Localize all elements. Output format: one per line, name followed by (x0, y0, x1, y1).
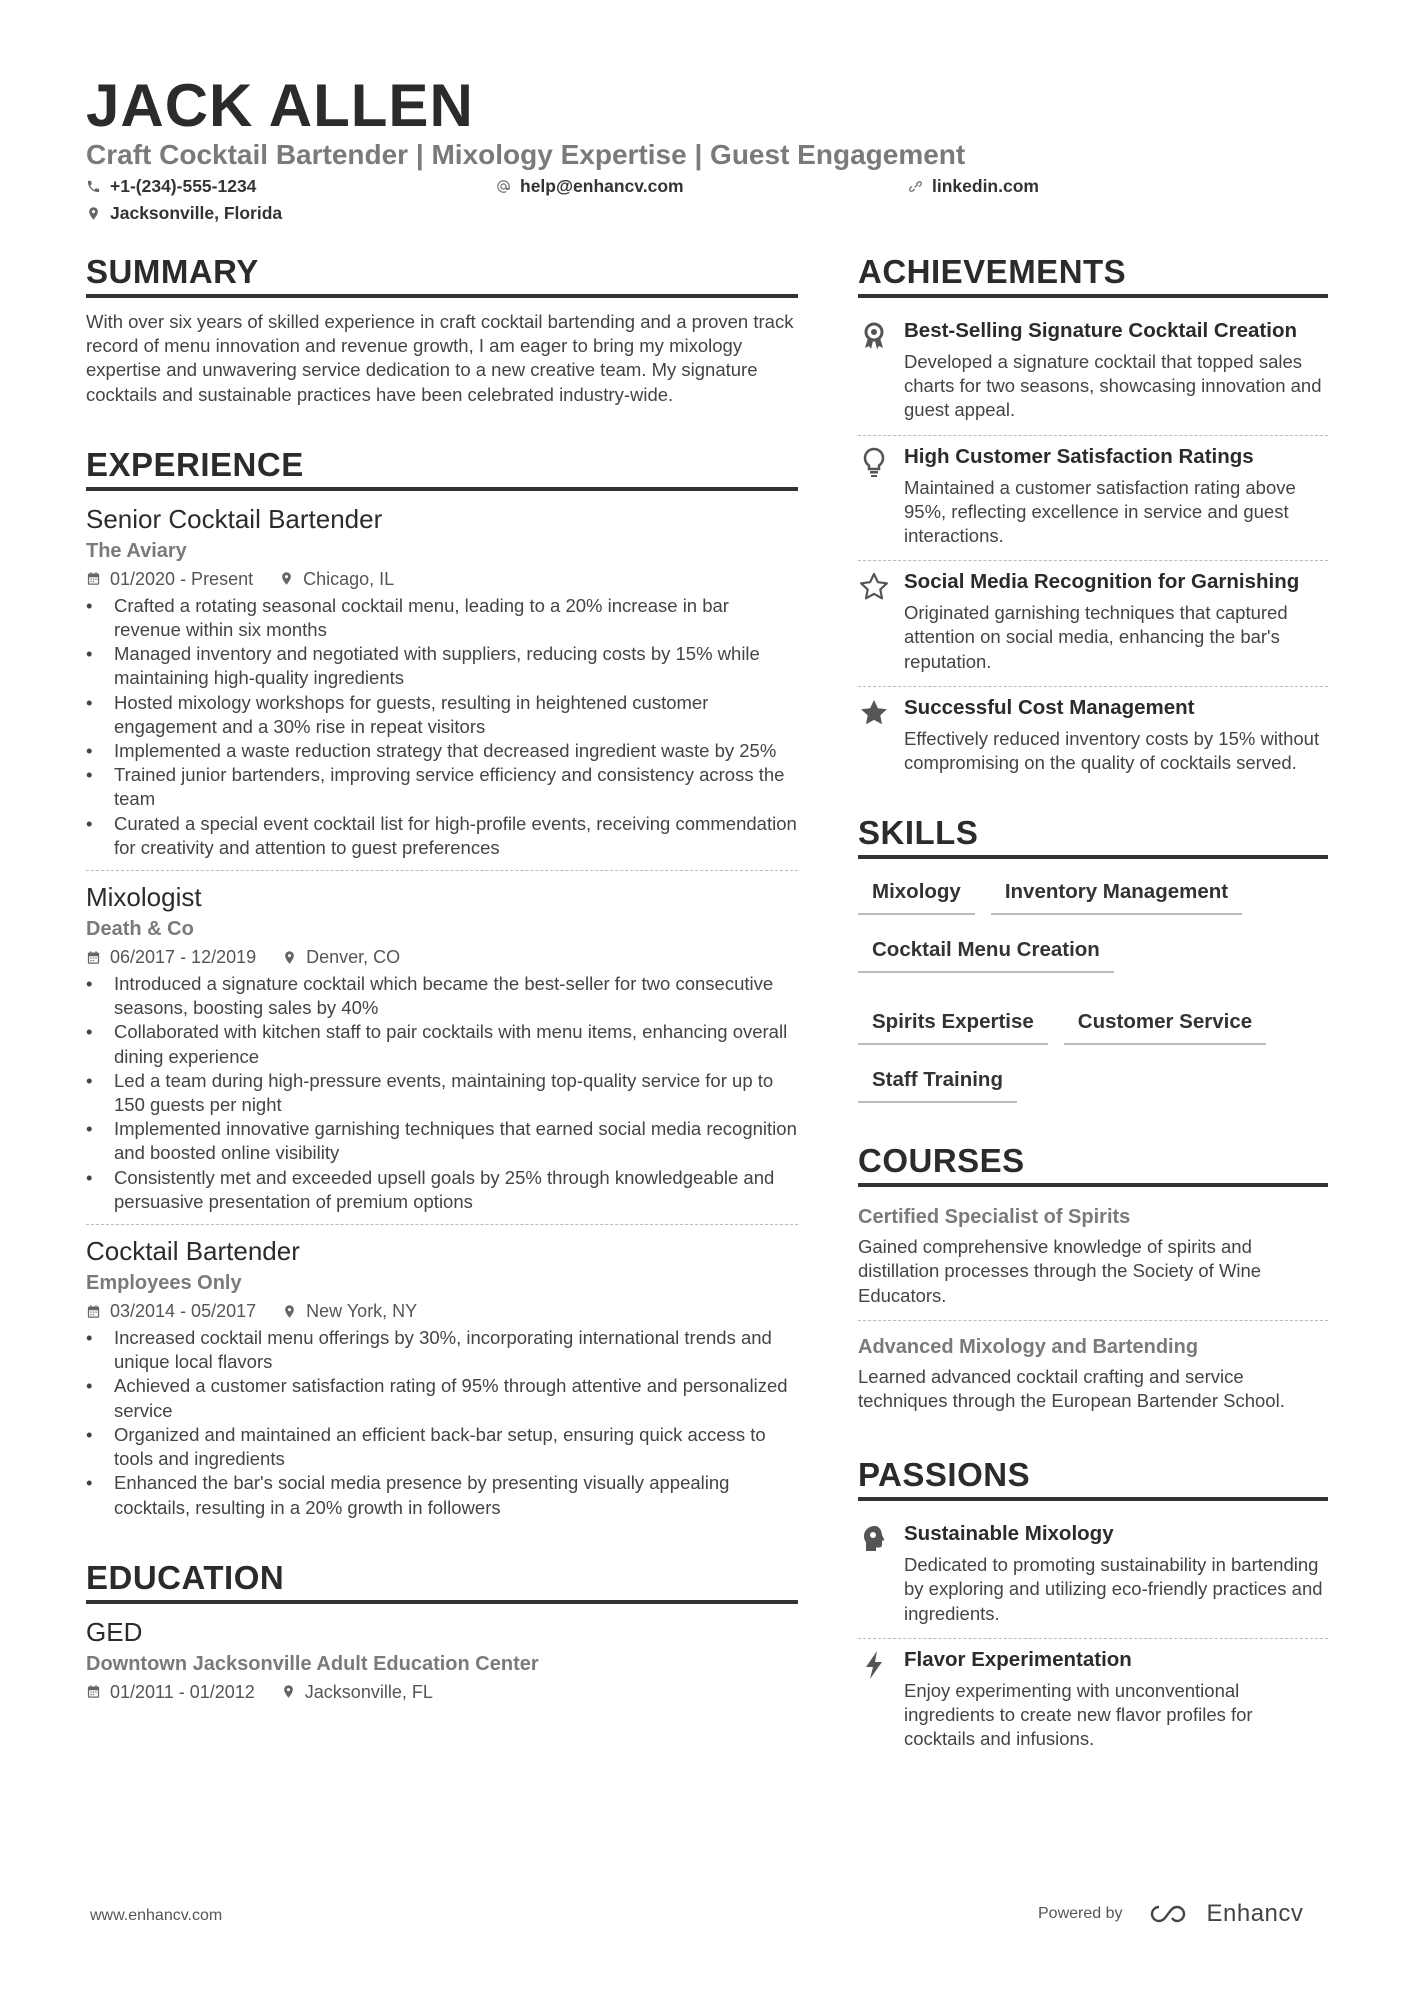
phone-text: +1-(234)-555-1234 (110, 176, 257, 196)
bullet-item: • Increased cocktail menu offerings by 30%, incorporating international trends and unique local flavors (86, 1326, 798, 1374)
passion-title: Flavor Experimentation (904, 1647, 1132, 1671)
education-dates: 01/2011 - 01/2012 (110, 1681, 255, 1702)
footer-website[interactable]: www.enhancv.com (90, 1907, 223, 1924)
brand-name: Enhancv (1206, 1900, 1304, 1927)
skills-section (858, 813, 1328, 1103)
star-filled-icon (858, 697, 890, 729)
lightbulb-icon (858, 446, 890, 478)
passion-item (858, 1639, 1328, 1764)
calendar-icon (86, 1684, 101, 1699)
courses-section (858, 1141, 1328, 1425)
contact-email[interactable] (496, 175, 684, 197)
job-title: Cocktail Bartender (86, 1236, 300, 1267)
job-entry (86, 503, 798, 871)
course-item (858, 1329, 1328, 1425)
bullet-item: • Hosted mixology workshops for guests, resulting in heightened customer engagement and a 30% rise in repeat visitors (86, 691, 798, 739)
contact-website[interactable] (908, 175, 1039, 197)
job-dates: 03/2014 - 05/2017 (110, 1301, 257, 1322)
map-pin-icon (279, 571, 294, 586)
skill-tag: Cocktail Menu Creation (858, 929, 1114, 973)
passion-text: Dedicated to promoting sustainability in bartending by exploring and utilizing eco-friendly practices and ingredients. (904, 1554, 1323, 1624)
job-location-text: Chicago, IL (303, 568, 395, 589)
bullet-item: • Trained junior bartenders, improving service efficiency and consistency across the team (86, 763, 798, 811)
achievement-text: Effectively reduced inventory costs by 15% without compromising on the quality of cocktails served. (904, 727, 1320, 774)
education-title: EDUCATION (86, 1558, 798, 1604)
job-company: The Aviary (86, 539, 187, 562)
map-pin-icon (281, 1684, 296, 1699)
contact-location (86, 202, 282, 224)
bullet-item: • Enhanced the bar's social media presence by presenting visually appealing cocktails, resulting in a 20% growth in followers (86, 1471, 798, 1519)
job-company: Death & Co (86, 918, 194, 941)
achievements-section (858, 252, 1328, 787)
achievement-text: Originated garnishing techniques that captured attention on social media, enhancing the bar's reputation. (904, 602, 1288, 672)
right-column (858, 252, 1328, 1763)
job-meta (86, 567, 798, 591)
course-text: Learned advanced cocktail crafting and service techniques through the European Bartender School. (858, 1365, 1285, 1412)
bullet-item: • Collaborated with kitchen staff to pair cocktails with menu items, enhancing overall dining experience (86, 1020, 798, 1068)
skill-tag: Spirits Expertise (858, 1001, 1048, 1045)
website-text: linkedin.com (932, 176, 1039, 196)
achievement-title: Successful Cost Management (904, 695, 1195, 719)
job-entry (86, 1235, 798, 1530)
job-dates: 06/2017 - 12/2019 (110, 947, 257, 968)
calendar-icon (86, 950, 101, 965)
job-company: Employees Only (86, 1272, 242, 1295)
job-bullets (86, 594, 798, 860)
passion-text: Enjoy experimenting with unconventional ingredients to create new flavor profiles for cocktails and infusions. (904, 1679, 1253, 1750)
achievement-text: Developed a signature cocktail that topped sales charts for two seasons, showcasing innovation and guest appeal. (904, 351, 1322, 421)
bullet-item: • Implemented innovative garnishing techniques that earned social media recognition and boosted online visibility (86, 1117, 798, 1165)
skill-tag: Inventory Management (991, 871, 1242, 915)
bullet-item: • Introduced a signature cocktail which became the best-seller for two consecutive seasons, boosting sales by 40% (86, 972, 798, 1020)
calendar-icon (86, 571, 101, 586)
job-location (282, 945, 400, 969)
headline: Craft Cocktail Bartender | Mixology Expertise | Guest Engagement (86, 139, 966, 170)
achievement-text: Maintained a customer satisfaction rating above 95%, reflecting excellence in service and guest interactions. (904, 476, 1296, 547)
experience-section (86, 445, 798, 1530)
calendar-icon (86, 1304, 101, 1319)
job-title: Mixologist (86, 882, 202, 913)
star-outline-icon (858, 571, 890, 603)
bullet-item: • Achieved a customer satisfaction rating of 95% through attentive and personalized service (86, 1374, 798, 1422)
bullet-item: • Curated a special event cocktail list for high-profile events, receiving commendation for creativity and attention to guest preferences (86, 812, 798, 860)
job-dates: 01/2020 - Present (110, 568, 254, 589)
summary-text: With over six years of skilled experience in craft cocktail bartending and a proven track record of menu innovation and revenue growth, I am eager to bring my mixology expertise and unwavering service dedication to a new creative team. My signature cocktails and sustainable practices have been celebrated industry-wide. (86, 311, 794, 405)
location-text: Jacksonville, Florida (110, 203, 283, 223)
bullet-item: • Consistently met and exceeded upsell goals by 25% through knowledgeable and persuasive presentation of premium options (86, 1166, 798, 1214)
achievement-item (858, 561, 1328, 687)
achievement-item (858, 436, 1328, 562)
job-meta (86, 945, 798, 969)
map-pin-icon (282, 1304, 297, 1319)
degree: GED (86, 1616, 143, 1647)
passion-title: Sustainable Mixology (904, 1522, 1114, 1546)
email-text: help@enhancv.com (520, 176, 684, 196)
footer-branding[interactable] (1038, 1900, 1303, 1928)
achievement-item (858, 310, 1328, 436)
candidate-name: JACK ALLEN (86, 72, 474, 139)
passions-title: PASSIONS (858, 1455, 1328, 1501)
achievement-title: High Customer Satisfaction Ratings (904, 444, 1254, 468)
contact-phone (86, 175, 256, 197)
summary-section (86, 252, 798, 407)
bullet-item: • Led a team during high-pressure events, maintaining top-quality service for up to 150 guests per night (86, 1069, 798, 1117)
courses-title: COURSES (858, 1141, 1328, 1187)
job-entry (86, 881, 798, 1225)
passions-section (858, 1455, 1328, 1763)
powered-by-text: Powered by (1038, 1905, 1123, 1922)
bullet-item: • Implemented a waste reduction strategy that decreased ingredient waste by 25% (86, 739, 798, 763)
achievement-item (858, 687, 1328, 787)
experience-title: EXPERIENCE (86, 445, 798, 491)
lightning-icon (858, 1649, 890, 1681)
course-text: Gained comprehensive knowledge of spirits and distillation processes through the Society of Wine Educators. (858, 1236, 1262, 1306)
skill-tag: Customer Service (1064, 1001, 1266, 1045)
achievements-title: ACHIEVEMENTS (858, 252, 1328, 298)
skills-list (858, 871, 1328, 1103)
job-bullets (86, 972, 798, 1214)
passion-item (858, 1513, 1328, 1639)
job-bullets (86, 1326, 798, 1520)
skills-title: SKILLS (858, 813, 1328, 859)
course-title: Advanced Mixology and Bartending (858, 1335, 1199, 1358)
map-pin-icon (282, 950, 297, 965)
job-location (282, 1299, 417, 1323)
job-location-text: Denver, CO (306, 947, 401, 968)
award-icon (858, 320, 890, 352)
job-title: Senior Cocktail Bartender (86, 503, 383, 534)
head-icon (858, 1523, 890, 1555)
at-icon (496, 179, 511, 194)
left-column (86, 252, 798, 1704)
school: Downtown Jacksonville Adult Education Center (86, 1652, 539, 1675)
skill-tag: Mixology (858, 871, 975, 915)
achievement-title: Social Media Recognition for Garnishing (904, 570, 1300, 594)
bullet-item: • Managed inventory and negotiated with suppliers, reducing costs by 15% while maintaining high-quality ingredients (86, 642, 798, 690)
course-item (858, 1199, 1328, 1321)
job-meta (86, 1299, 798, 1323)
skill-tag: Staff Training (858, 1059, 1017, 1103)
summary-title: SUMMARY (86, 252, 798, 298)
enhancv-logo-icon (1149, 1902, 1197, 1926)
link-icon (908, 179, 923, 194)
education-section (86, 1558, 798, 1704)
job-location (279, 567, 394, 591)
job-location-text: New York, NY (306, 1301, 418, 1322)
phone-icon (86, 179, 101, 194)
course-title: Certified Specialist of Spirits (858, 1206, 1131, 1229)
bullet-item: • Organized and maintained an efficient back-bar setup, ensuring quick access to tools and ingredients (86, 1423, 798, 1471)
education-meta (86, 1680, 798, 1704)
map-pin-icon (86, 206, 101, 221)
bullet-item: • Crafted a rotating seasonal cocktail menu, leading to a 20% increase in bar revenue within six months (86, 594, 798, 642)
education-location-text: Jacksonville, FL (304, 1681, 433, 1702)
achievement-title: Best-Selling Signature Cocktail Creation (904, 319, 1297, 342)
education-location (281, 1680, 433, 1704)
